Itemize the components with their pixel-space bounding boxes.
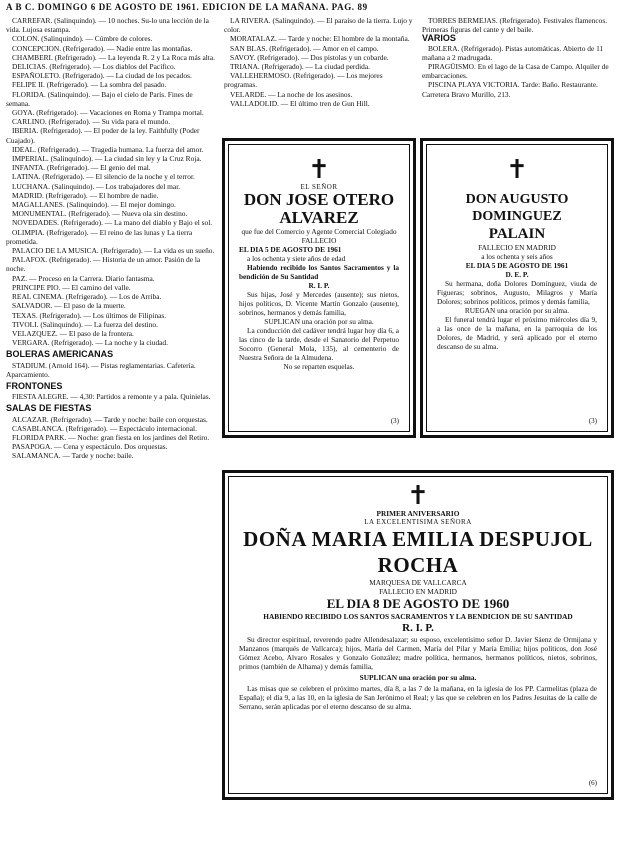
notice-number: (6) xyxy=(588,779,597,787)
deceased-name: DOÑA MARIA EMILIA DESPUJOL ROCHA xyxy=(243,527,593,577)
death-place: FALLECIO EN MADRID xyxy=(379,587,457,596)
section-heading: FRONTONES xyxy=(6,380,63,391)
listing-entry: TEXAS. (Refrigerado). — Los últimos de Filipinas. xyxy=(12,310,167,320)
listing-entry: IBERIA. (Refrigerado). — El poder de la ley. Faithfully (Poder Cuajado). xyxy=(6,126,200,145)
listing-entry: DELICIAS. (Refrigerado). — Los diablos del Pacífico. xyxy=(12,62,176,72)
listing-entry: PALAFOX. (Refrigerado). — Historia de un amor. Pasión de la noche. xyxy=(6,255,201,274)
listing-entry: PALACIO DE LA MUSICA. (Refrigerado). — La vida es un sueño. xyxy=(12,246,215,256)
family-list: Su hermana, doña Dolores Domínguez, viuda de Figueras; sobrinos, Augusto, Milagros y María Dolores; sobrinos políticos, primos y demás familia, xyxy=(437,279,597,306)
prayer-request: SUPLICAN una oración por su alma. xyxy=(264,317,374,326)
listing-entry: MAGALLANES. (Salinquindo). — El mejor domingo. xyxy=(12,200,176,210)
deceased-surname: ALVAREZ xyxy=(279,208,359,227)
death-detail: a los ochenta y siete años de edad xyxy=(247,254,346,263)
listing-entry: NOVEDADES. (Refrigerado). — La mano del diablo y Bajo el sol. xyxy=(12,218,213,228)
cross-icon: ✝ xyxy=(506,155,528,185)
death-date: EL DIA 5 DE AGOSTO DE 1961 xyxy=(465,261,569,270)
listing-entry: PASAPOGA. — Cena y espectáculo. Dos orquestas. xyxy=(12,442,168,452)
funeral-notice: El funeral tendrá lugar el próximo miércoles día 9, a las once de la mañana, en la parroquia de los Dolores, de Madrid, y será aplicado por el eterno descanso de su alma. xyxy=(437,315,597,351)
deceased-name: DON AUGUSTO DOMINGUEZ xyxy=(465,192,569,224)
age: a los ochenta y seis años xyxy=(481,252,553,261)
listings-column-middle xyxy=(224,16,414,134)
listing-entry: VALLEHERMOSO. (Refrigerado). — Los mejores programas. xyxy=(224,71,383,90)
listing-entry: SAVOY. (Refrigerado). — Dos pistolas y un cobarde. xyxy=(230,52,389,62)
listing-entry: VELARDE. — La noche de los asesinos. xyxy=(230,89,353,99)
listing-entry: GOYA. (Refrigerado). — Vacaciones en Roma y Trampa mortal. xyxy=(12,108,204,118)
notice-number: (3) xyxy=(588,417,597,425)
noble-title: MARQUESA DE VALLCARCA xyxy=(369,578,467,587)
anniversary-title: PRIMER ANIVERSARIO xyxy=(376,509,460,518)
deceased-surname: PALAIN xyxy=(488,226,546,242)
listing-entry: FLORIDA. (Salinquindo). — Bajo el cielo de París. Fines de semana. xyxy=(6,89,193,108)
prayer-request: RUEGAN una oración por su alma. xyxy=(464,306,570,315)
rip: R. I. P. xyxy=(308,281,330,290)
listing-entry: FIESTA ALEGRE. — 4,30: Partidos a remonte y a pala. Quinielas. xyxy=(12,392,211,402)
listing-entry: SALAMANCA. — Tarde y noche: baile. xyxy=(12,451,134,461)
sacraments: Habiendo recibido los Santos Sacramentos y la bendición de Su Santidad xyxy=(239,263,399,281)
listings-column-left xyxy=(6,16,216,842)
listing-entry: CARLINO. (Refrigerado). — Su vida para el mundo. xyxy=(12,117,171,127)
listing-entry: MONUMENTAL. (Refrigerado). — Nueva ola sin destino. xyxy=(12,209,188,219)
listing-entry: MORATALAZ. — Tarde y noche: El hombre de la montaña. xyxy=(230,34,410,44)
cross-icon: ✝ xyxy=(407,481,429,511)
obituary-augusto-dominguez xyxy=(420,138,614,438)
listing-entry: LA RIVERA. (Salinquindo). — El paraíso de la tierra. Lujo y color. xyxy=(224,16,413,35)
prayer-request: SUPLICAN una oración por su alma. xyxy=(359,673,477,682)
notice-number: (3) xyxy=(390,417,399,425)
listing-entry: PRINCIPE PIO. — El camino del valle. xyxy=(12,282,131,292)
rip: R. I. P. xyxy=(402,622,434,634)
deceased-name: DON JOSE OTERO xyxy=(243,190,395,209)
note: No se reparten esquelas. xyxy=(283,362,355,371)
conduccion-notice: La conducción del cadáver tendrá lugar hoy día 6, a las cinco de la tarde, desde el Sanatorio del Perpetuo Socorro (General Mola, 135), al cementerio de Nuestra Señora de la Almudena. xyxy=(239,326,399,362)
listing-entry: FELIPE II. (Refrigerado). — La sombra del pasado. xyxy=(12,80,167,90)
obituary-jose-otero xyxy=(222,138,416,438)
death-place: FALLECIO EN MADRID xyxy=(478,243,556,252)
listing-entry: IMPERIAL. (Salinquindo). — La ciudad sin ley y la Cruz Roja. xyxy=(12,154,202,164)
listing-entry: CARREFAR. (Salinquindo). — 10 noches. Su-lo una lección de la vida. Lujosa estampa. xyxy=(6,16,209,35)
cross-icon: ✝ xyxy=(308,155,330,185)
listing-entry: IDEAL. (Refrigerado). — Tragedia humana. La fuerza del amor. xyxy=(12,144,204,154)
listing-entry: VALLADOLID. — El último tren de Gun Hill. xyxy=(230,98,370,108)
listing-entry: STADIUM. (Arnold 164). — Pistas reglamentarias. Cafetería. Aparcamiento. xyxy=(6,360,196,379)
rip: D. E. P. xyxy=(505,270,529,279)
obituary-maria-emilia-despujol xyxy=(222,470,614,800)
obituary-prefix: EL SEÑOR xyxy=(300,183,338,191)
deceased-role: que fue del Comercio y Agente Comercial Colegiado xyxy=(241,227,397,236)
listing-entry: MADRID. (Refrigerado). — El hombre de nadie. xyxy=(12,190,159,200)
listing-entry: CHAMBERI. (Refrigerado). — La leyenda R. 2 y La Roca más alta. xyxy=(12,52,215,62)
death-place: FALLECIO xyxy=(301,236,337,245)
listing-entry: PISCINA PLAYA VICTORIA. Tarde: Baño. Restaurante. Carretera Bravo Murillo, 213. xyxy=(422,80,599,99)
listing-entry: SAN BLAS. (Refrigerado). — Amor en el campo. xyxy=(230,43,379,53)
family-list: Sus hijas, José y Mercedes (ausente); sus nietos, hijos políticos, D. Vicente Martín Gonzalo (ausente), sobrinos, hermanos y demás familia, xyxy=(239,290,399,317)
section-heading: VARIOS xyxy=(422,33,456,44)
listing-entry: INFANTA. (Refrigerado). — El genio del mal. xyxy=(12,163,151,173)
listing-entry: ESPAÑOLETO. (Refrigerado). — La ciudad de los pecados. xyxy=(12,71,192,81)
listing-entry: TRIANA. (Refrigerado). — La ciudad perdida. xyxy=(230,62,370,72)
listing-entry: COLON. (Salinquindo). — Cúmbre de colores. xyxy=(12,34,153,44)
death-date: EL DIA 5 DE AGOSTO DE 1961 xyxy=(239,245,342,254)
listing-entry: OLIMPIA. (Refrigerado). — El reino de las lunas y La tierra prometida. xyxy=(6,227,193,246)
listing-entry: FLORIDA PARK. — Noche: gran fiesta en los jardines del Retiro. xyxy=(12,432,210,442)
listing-entry: TIVOLI. (Salinquindo). — La fuerza del destino. xyxy=(12,319,158,329)
listing-entry: VERGARA. (Refrigerado). — La noche y la ciudad. xyxy=(12,338,168,348)
listings-column-right xyxy=(422,16,614,134)
listing-entry: LUCHANA. (Salinquindo). — Los trabajadores del mar. xyxy=(12,181,181,191)
listing-entry: LATINA. (Refrigerado). — El silencio de la noche y el terror. xyxy=(12,172,195,182)
family-list: Su director espiritual, reverendo padre Allendesalazar; su esposo, excelentísimo señor D. Javier Sáenz de Ormijana y Manzanos (marqués de Vallcarca); hijos, María del Carmen, María del Pilar y María Emilia; hijos políticos, don José Gómez Acebo, Alvaro Rosales y Gonzalo González; madre política, hermanos, hermanos políticos, nietos, sobrinos, primos (también de Alhama) y demás familia, xyxy=(239,635,597,671)
listing-entry: BOLERA. (Refrigerado). Pistas automáticas. Abierto de 11 mañana a 2 madrugada. xyxy=(422,43,604,62)
listing-entry: PAZ. — Proceso en la Carrera. Diario fantasma. xyxy=(12,273,155,283)
section-heading: SALAS DE FIESTAS xyxy=(6,403,92,414)
listing-entry: REAL CINEMA. (Refrigerado). — Los de Arriba. xyxy=(12,292,162,302)
listing-entry: SALVADOR. — El paso de la muerte. xyxy=(12,301,126,311)
sacraments: HABIENDO RECIBIDO LOS SANTOS SACRAMENTOS Y LA BENDICION DE SU SANTIDAD xyxy=(263,612,573,621)
listing-entry: TORRES BERMEJAS. (Refrigerado). Festivales flamencos. Primeras figuras del cante y del baile. xyxy=(422,16,608,35)
death-date: EL DIA 8 DE AGOSTO DE 1960 xyxy=(326,596,510,611)
page-header: A B C. DOMINGO 6 DE AGOSTO DE 1961. EDICION DE LA MAÑANA. PAG. 89 xyxy=(6,2,368,12)
listing-entry: ALCAZAR. (Refrigerado). — Tarde y noche: baile con orquestas. xyxy=(12,414,208,424)
listing-entry: PIRAGÜISMO. En el lago de la Casa de Campo. Alquiler de embarcaciones. xyxy=(422,62,609,81)
section-heading: BOLERAS AMERICANAS xyxy=(6,349,114,360)
listing-entry: CASABLANCA. (Refrigerado). — Espectáculo internacional. xyxy=(12,423,197,433)
masses-notice: Las misas que se celebren el próximo martes, día 8, a las 7 de la mañana, en la iglesia de los PP. Carmelitas (plaza de España); el día 9, a las 10, en la iglesia de San Jerónimo el Real; y las que se celebren en los Padres Jesuitas de la calle de Serrano, serán aplicadas por el eterno descanso de su alma. xyxy=(239,684,597,711)
obituary-prefix: LA EXCELENTISIMA SEÑORA xyxy=(364,518,472,526)
listing-entry: VELAZQUEZ. — El paso de la frontera. xyxy=(12,328,134,338)
listing-entry: CONCEPCION. (Refrigerado). — Nadie entre las montañas. xyxy=(12,43,193,53)
